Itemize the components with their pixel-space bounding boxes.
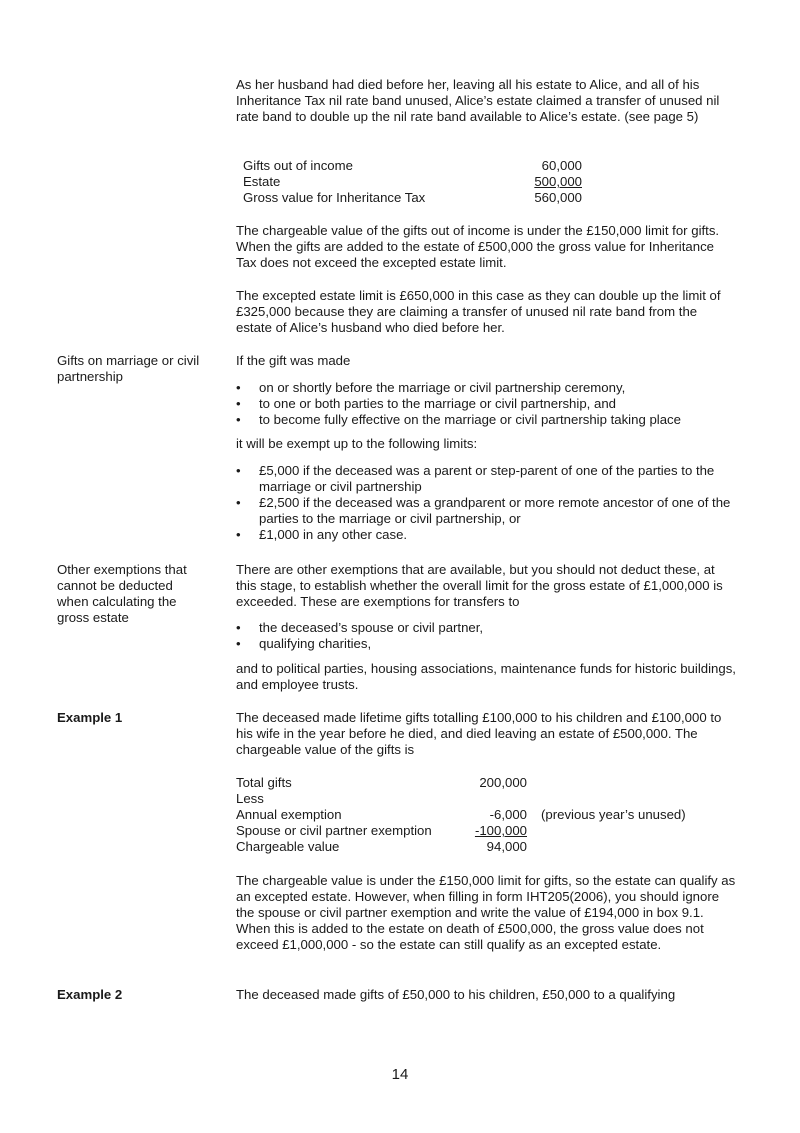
table-row — [236, 791, 686, 807]
list-item: • £1,000 in any other case. — [236, 527, 731, 543]
list-item: • £2,500 if the deceased was a grandparent or more remote ancestor of one of the parties to the marriage or civil partnership, or — [236, 495, 731, 527]
table-label: Estate — [243, 174, 281, 189]
list-item: • the deceased’s spouse or civil partner, — [236, 620, 736, 636]
table-row — [243, 158, 582, 174]
table-row — [243, 190, 582, 206]
table-note — [527, 839, 686, 855]
table-row — [236, 823, 686, 839]
other-exemptions-tail: and to political parties, housing associations, maintenance funds for historic buildings, and employee trusts. — [236, 661, 736, 692]
example-1-lead: The deceased made lifetime gifts totalling £100,000 to his children and £100,000 to his wife in the year before he died, and died leaving an estate of £500,000. The chargeable value of the gifts is — [236, 710, 722, 757]
example-2-lead: The deceased made gifts of £50,000 to his children, £50,000 to a qualifying — [236, 987, 676, 1002]
table-note — [527, 775, 686, 791]
table-row — [243, 174, 582, 190]
table-value: 60,000 — [541, 158, 582, 173]
other-exemptions-list — [236, 620, 736, 652]
other-exemptions-side-heading: Other exemptions that cannot be deducted when calculating the gross estate — [57, 562, 187, 625]
table-label: Gross value for Inheritance Tax — [243, 190, 426, 205]
list-item: • to one or both parties to the marriage or civil partnership, and — [236, 396, 736, 412]
list-item: • qualifying charities, — [236, 636, 736, 652]
table-value: -6,000 — [489, 807, 527, 822]
marriage-side-heading: Gifts on marriage or civil partnership — [57, 353, 200, 384]
table-value: 200,000 — [479, 775, 527, 790]
alice-gift-table — [243, 158, 582, 206]
table-label: Gifts out of income — [243, 158, 353, 173]
table-row — [236, 807, 686, 823]
table-value — [461, 791, 527, 807]
table-label: Spouse or civil partner exemption — [236, 823, 432, 838]
marriage-limits-list — [236, 463, 731, 543]
list-item: • on or shortly before the marriage or civil partnership ceremony, — [236, 380, 736, 396]
table-label: Chargeable value — [236, 839, 340, 854]
table-note — [527, 791, 686, 807]
exempt-lead: it will be exempt up to the following limits: — [236, 436, 478, 451]
table-label: Annual exemption — [236, 807, 342, 822]
chargeable-paragraph: The chargeable value of the gifts out of income is under the £150,000 limit for gifts. When the gifts are added to the estate of £500,000 the gross value for Inheritance Tax does not exceed the excepted estate limit. — [236, 223, 720, 270]
limit-paragraph: The excepted estate limit is £650,000 in this case as they can double up the limit of £325,000 because they are claiming a transfer of unused nil rate band from the estate of Alice’s husband who died before her. — [236, 288, 721, 335]
table-note — [527, 823, 686, 839]
marriage-lead: If the gift was made — [236, 353, 351, 368]
table-value: 500,000 — [534, 174, 582, 189]
example-1-table — [236, 775, 686, 855]
table-value: -100,000 — [474, 823, 527, 838]
table-note: (previous year’s unused) — [541, 807, 686, 822]
table-row — [236, 839, 686, 855]
table-label: Total gifts — [236, 775, 292, 790]
table-value: 560,000 — [534, 190, 582, 205]
example-1-conclusion: The chargeable value is under the £150,000 limit for gifts, so the estate can qualify as an excepted estate. However, when filling in form IHT205(2006), you should ignore the spouse or civil partner exemption and write the value of £194,000 in box 9.1. When this is added to the estate on death of £500,000, the gross value does not exceed £1,000,000 - so the estate can still qualify as an excepted estate. — [236, 873, 736, 952]
list-item: • to become fully effective on the marriage or civil partnership taking place — [236, 412, 736, 428]
example-1-heading: Example 1 — [57, 710, 123, 725]
table-label: Less — [236, 791, 264, 806]
table-value: 94,000 — [486, 839, 527, 854]
page-number: 14 — [391, 1066, 409, 1083]
table-row — [236, 775, 686, 791]
other-exemptions-lead: There are other exemptions that are available, but you should not deduct these, at this stage, to establish whether the overall limit for the gross estate of £1,000,000 is exceeded. These are exemptions for transfers to — [236, 562, 723, 609]
intro-paragraph: As her husband had died before her, leaving all his estate to Alice, and all of his Inheritance Tax nil rate band unused, Alice’s estate claimed a transfer of unused nil rate band to double up the nil rate band available to Alice’s estate. (see page 5) — [236, 77, 720, 124]
list-item: • £5,000 if the deceased was a parent or step-parent of one of the parties to the marriage or civil partnership — [236, 463, 731, 495]
marriage-conditions-list — [236, 380, 736, 428]
example-2-heading: Example 2 — [57, 987, 123, 1002]
